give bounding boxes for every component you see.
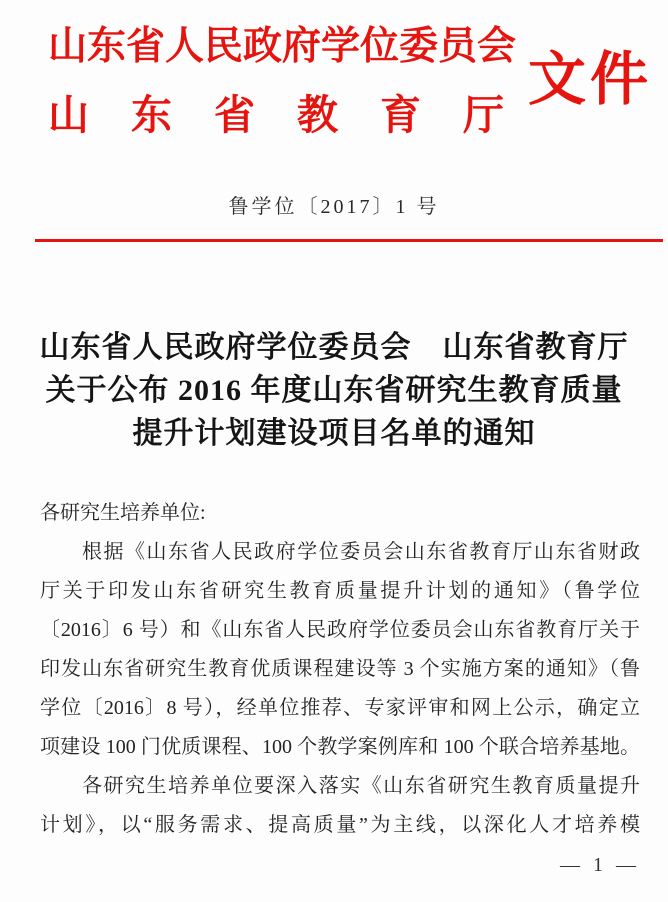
document-type-label: 文件	[528, 47, 653, 112]
body-line: 学位〔2016〕8 号），经单位推荐、专家评审和网上公示，确定立	[40, 697, 640, 719]
document-title	[0, 326, 668, 455]
title-line-2: 关于公布 2016 年度山东省研究生教育质量	[45, 374, 623, 407]
body-line: 印发山东省研究生教育优质课程建设等 3 个实施方案的通知》（鲁	[40, 658, 640, 680]
title-line-1: 山东省人民政府学位委员会 山东省教育厅	[39, 331, 629, 364]
document-number: 鲁学位〔2017〕1 号	[228, 196, 440, 218]
agency-name-line1: 山东省人民政府学位委员会	[48, 25, 517, 68]
body-line: 项建设 100 门优质课程、100 个教学案例库和 100 个联合培养基地。	[40, 736, 640, 758]
body-line: 根据《山东省人民政府学位委员会山东省教育厅山东省财政	[82, 541, 640, 563]
page-number: — 1 —	[560, 854, 640, 876]
body-line: 厅关于印发山东省研究生教育质量提升计划的通知》（鲁学位	[40, 580, 640, 602]
agency-name-line2: 山东省教育厅	[48, 92, 546, 138]
body-line: 各研究生培养单位要深入落实《山东省研究生教育质量提升	[82, 775, 640, 797]
document-body	[40, 494, 640, 845]
red-divider-line	[35, 239, 663, 242]
title-line-3: 提升计划建设项目名单的通知	[132, 417, 536, 450]
agency-name-block	[48, 22, 546, 138]
body-line: 〔2016〕6 号）和《山东省人民政府学位委员会山东省教育厅关于	[40, 619, 640, 641]
letterhead	[48, 22, 652, 138]
body-line: 计划》，以“服务需求、提高质量”为主线，以深化人才培养模	[40, 814, 640, 836]
body-salutation: 各研究生培养单位:	[40, 502, 206, 524]
